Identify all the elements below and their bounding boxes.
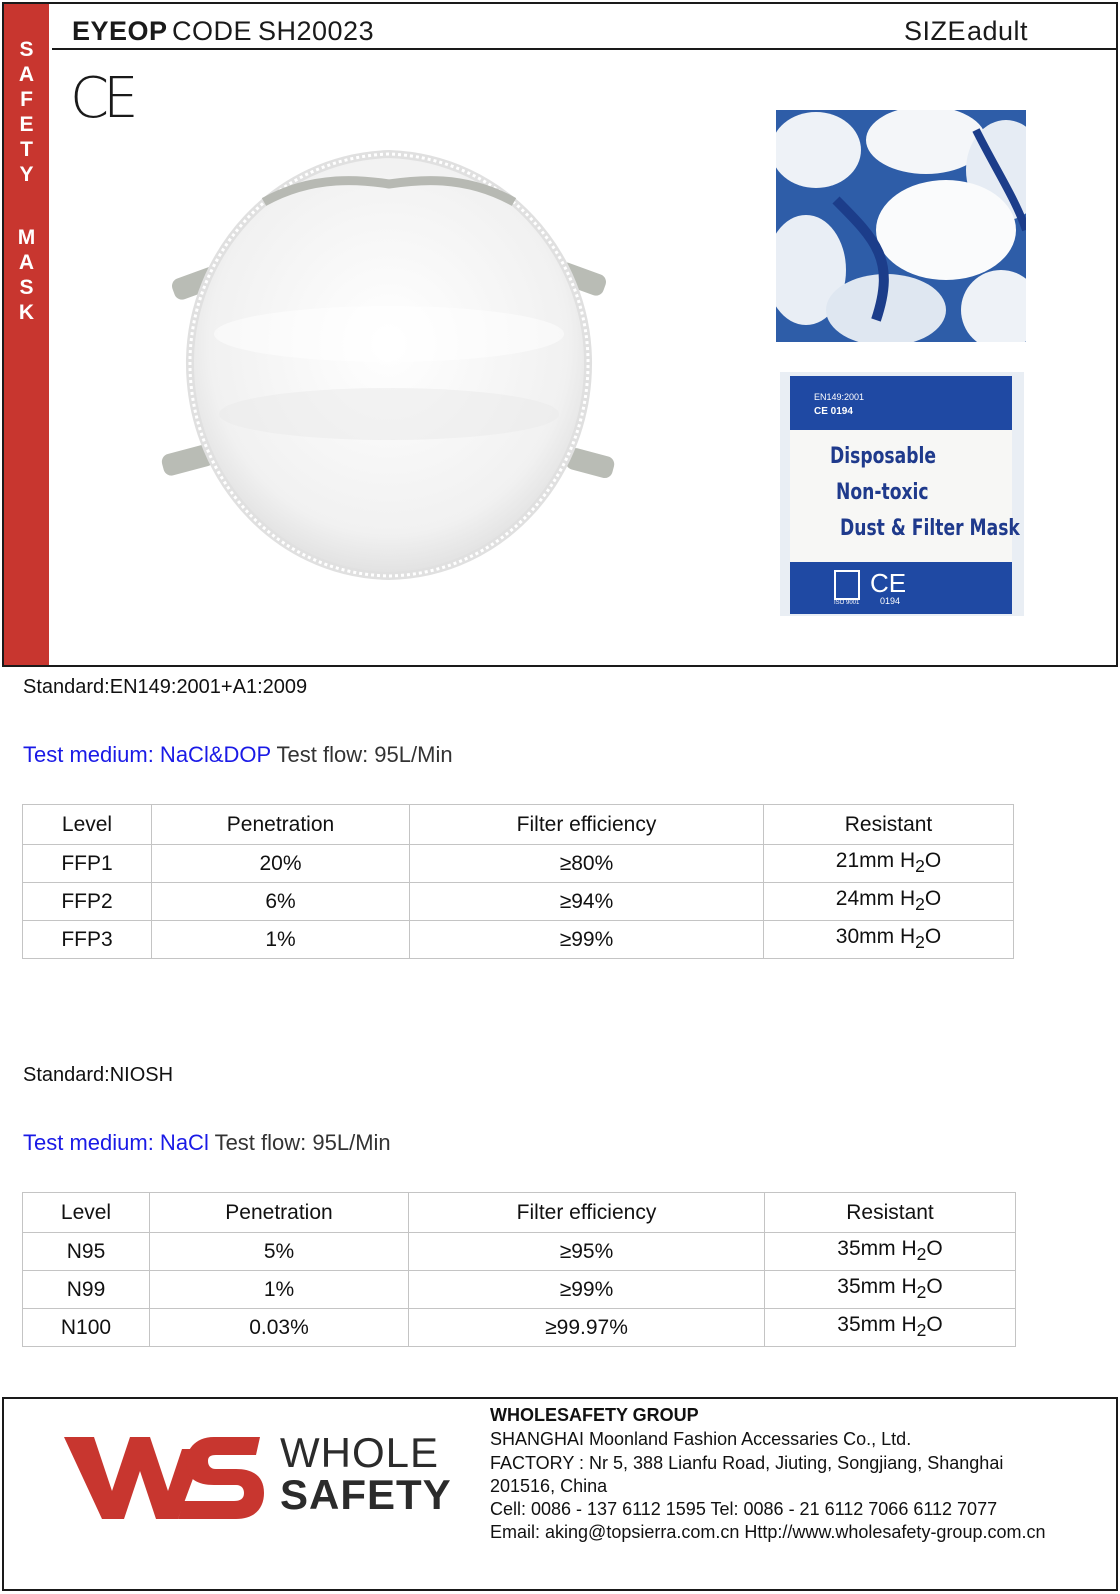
side-banner	[4, 4, 49, 665]
iso-label: ISO 9001	[834, 600, 860, 606]
table-row	[23, 921, 1014, 959]
cell-resistant: 24mm $H_2O$	[764, 883, 1014, 921]
en-test-flow: Test flow: 95L/Min	[276, 742, 453, 767]
company-group: WHOLESAFETY GROUP	[490, 1405, 699, 1425]
niosh-test-flow: Test flow: 95L/Min	[214, 1130, 391, 1155]
factory-address-line-2: 201516, China	[490, 1476, 608, 1496]
cell-efficiency: ≥99%	[410, 921, 764, 959]
cell-level: N100	[23, 1309, 150, 1347]
side-banner-letter: K	[18, 301, 35, 324]
niosh-standard: Standard:NIOSH	[23, 1064, 174, 1086]
side-banner-letter: S	[19, 38, 34, 61]
box-line-3: Dust & Filter Mask	[840, 516, 1020, 541]
cell-resistant: 21mm $H_2O$	[764, 845, 1014, 883]
cell-efficiency: ≥80%	[410, 845, 764, 883]
table-row	[23, 883, 1014, 921]
table-row	[23, 1233, 1016, 1271]
side-banner-letter: F	[20, 88, 33, 111]
box-front	[790, 376, 1020, 614]
cell-efficiency: ≥94%	[410, 883, 764, 921]
en-spec-table	[22, 804, 1014, 959]
product-code: SH20023	[258, 16, 375, 46]
en-test-medium: Test medium: NaCl&DOP	[23, 742, 271, 767]
ce-mark-icon: CE	[70, 66, 133, 131]
side-banner-letter: Y	[19, 163, 34, 186]
mask-image	[154, 144, 624, 594]
table-row	[23, 1309, 1016, 1347]
box-ce-number: 0194	[880, 596, 901, 606]
certification-badge-icon	[834, 570, 860, 600]
cell-level: FFP2	[23, 883, 152, 921]
table-header-row	[23, 805, 1014, 845]
cell-resistant: 35mm $H_2O$	[765, 1309, 1016, 1347]
cell-penetration: 1%	[150, 1271, 409, 1309]
col-header-resistant: Resistant	[764, 805, 1014, 845]
logo-word-safety: SAFETY	[280, 1471, 452, 1518]
cell-efficiency: ≥95%	[409, 1233, 765, 1271]
cell-level: N95	[23, 1233, 150, 1271]
box-line-1: Disposable	[830, 444, 937, 469]
box-ce-mark: CE	[870, 568, 907, 598]
cell-efficiency: ≥99%	[409, 1271, 765, 1309]
company-footer	[2, 1397, 1118, 1591]
logo-word-whole: WHOLE	[280, 1429, 440, 1476]
niosh-spec-table	[22, 1192, 1016, 1347]
cell-penetration: 5%	[150, 1233, 409, 1271]
packaged-masks-photo	[776, 110, 1026, 342]
niosh-test-line	[23, 1130, 391, 1156]
niosh-test-medium: Test medium: NaCl	[23, 1130, 209, 1155]
table-header-row	[23, 1193, 1016, 1233]
cell-penetration: 1%	[152, 921, 410, 959]
en-standard: Standard:EN149:2001+A1:2009	[23, 676, 308, 698]
col-header-efficiency: Filter efficiency	[410, 805, 764, 845]
phone-numbers: Cell: 0086 - 137 6112 1595 Tel: 0086 - 21 6112 7066 6112 7077	[490, 1499, 998, 1519]
code-label: CODE	[172, 16, 253, 46]
cell-level: N99	[23, 1271, 150, 1309]
company-name: SHANGHAI Moonland Fashion Accessaries Co., Ltd.	[490, 1429, 912, 1449]
col-header-level: Level	[23, 1193, 150, 1233]
cell-penetration: 20%	[152, 845, 410, 883]
side-banner-letter: A	[18, 251, 35, 274]
col-header-resistant: Resistant	[765, 1193, 1016, 1233]
cell-resistant: 35mm $H_2O$	[765, 1233, 1016, 1271]
cell-level: FFP1	[23, 845, 152, 883]
email-website: Email: aking@topsierra.com.cn Http://www.wholesafety-group.com.cn	[490, 1522, 1046, 1542]
box-standard: EN149:2001	[814, 392, 865, 402]
side-banner-letter: A	[18, 63, 35, 86]
side-banner-letter: M	[17, 226, 36, 249]
mask-box-photo	[780, 372, 1024, 616]
product-header-box	[2, 2, 1118, 667]
table-row	[23, 1271, 1016, 1309]
side-banner-letter: S	[19, 276, 34, 299]
box-line-2: Non-toxic	[836, 480, 929, 505]
size-label: SIZE	[904, 16, 967, 46]
col-header-level: Level	[23, 805, 152, 845]
cell-resistant: 30mm $H_2O$	[764, 921, 1014, 959]
box-footer	[790, 562, 1012, 614]
cell-resistant: 35mm $H_2O$	[765, 1271, 1016, 1309]
factory-address-line-1: FACTORY : Nr 5, 388 Lianfu Road, Jiuting, Songjiang, Shanghai	[490, 1453, 1004, 1473]
side-banner-letter: T	[20, 138, 33, 161]
ws-logo-icon	[64, 1429, 264, 1524]
box-ce-code: CE 0194	[814, 406, 853, 417]
cell-penetration: 0.03%	[150, 1309, 409, 1347]
col-header-efficiency: Filter efficiency	[409, 1193, 765, 1233]
col-header-penetration: Penetration	[152, 805, 410, 845]
cell-penetration: 6%	[152, 883, 410, 921]
cell-level: FFP3	[23, 921, 152, 959]
header-divider	[52, 48, 1116, 50]
brand-name: EYEOP	[72, 16, 168, 46]
size-value: adult	[967, 16, 1029, 46]
en-test-line	[23, 742, 453, 768]
cell-efficiency: ≥99.97%	[409, 1309, 765, 1347]
side-banner-letter: E	[19, 113, 34, 136]
col-header-penetration: Penetration	[150, 1193, 409, 1233]
table-row	[23, 845, 1014, 883]
